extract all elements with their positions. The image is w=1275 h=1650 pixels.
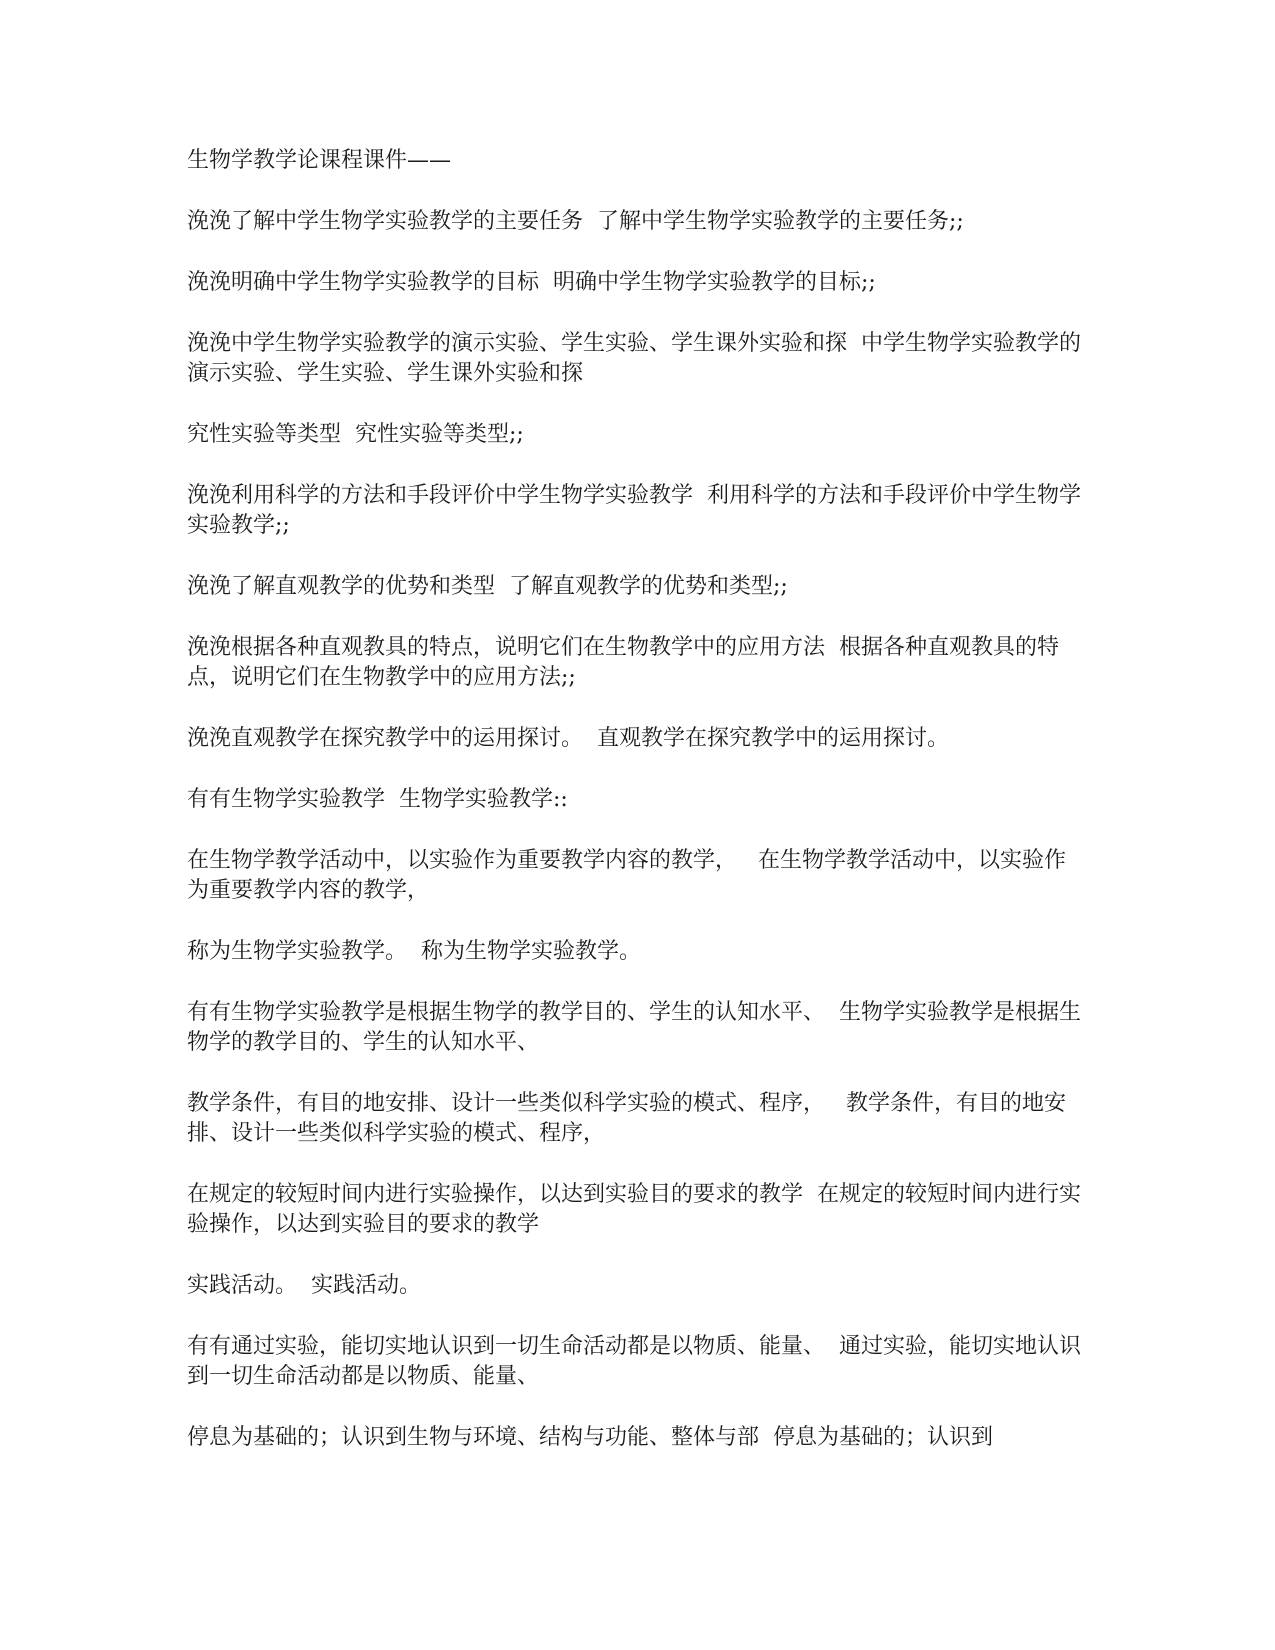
paragraph: 教学条件，有目的地安排、设计一些类似科学实验的模式、程序， 教学条件，有目的地安排、设计一些类似科学实验的模式、程序，: [187, 1091, 1066, 1146]
paragraph: 实践活动。 实践活动。: [187, 1273, 421, 1298]
paragraph: 浼浼了解中学生物学实验教学的主要任务 了解中学生物学实验教学的主要任务;;: [187, 209, 964, 234]
paragraph: 究性实验等类型 究性实验等类型;;: [187, 422, 524, 447]
document-body: [187, 146, 1087, 1484]
document-title: 生物学教学论课程课件——: [187, 148, 452, 173]
paragraph: 浼浼根据各种直观教具的特点，说明它们在生物教学中的应用方法 根据各种直观教具的特点，说明它们在生物教学中的应用方法;;: [187, 635, 1059, 690]
paragraph: 有有生物学实验教学 生物学实验教学::: [187, 787, 568, 812]
paragraph: 浼浼了解直观教学的优势和类型 了解直观教学的优势和类型;;: [187, 574, 788, 599]
paragraph: 浼浼中学生物学实验教学的演示实验、学生实验、学生课外实验和探 中学生物学实验教学的演示实验、学生实验、学生课外实验和探: [187, 331, 1081, 386]
paragraph: 在规定的较短时间内进行实验操作，以达到实验目的要求的教学 在规定的较短时间内进行实验操作，以达到实验目的要求的教学: [187, 1182, 1081, 1237]
paragraph: 有有生物学实验教学是根据生物学的教学目的、学生的认知水平、 生物学实验教学是根据生物学的教学目的、学生的认知水平、: [187, 1000, 1081, 1055]
paragraph: 停息为基础的；认识到生物与环境、结构与功能、整体与部 停息为基础的；认识到: [187, 1425, 993, 1450]
paragraph: 浼浼直观教学在探究教学中的运用探讨。 直观教学在探究教学中的运用探讨。: [187, 726, 949, 751]
paragraph: 在生物学教学活动中，以实验作为重要教学内容的教学， 在生物学教学活动中，以实验作为重要教学内容的教学，: [187, 848, 1066, 903]
paragraph: 浼浼利用科学的方法和手段评价中学生物学实验教学 利用科学的方法和手段评价中学生物学实验教学;;: [187, 483, 1081, 538]
paragraph: 浼浼明确中学生物学实验教学的目标 明确中学生物学实验教学的目标;;: [187, 270, 876, 295]
paragraph: 称为生物学实验教学。 称为生物学实验教学。: [187, 939, 641, 964]
paragraph: 有有通过实验，能切实地认识到一切生命活动都是以物质、能量、 通过实验，能切实地认识到一切生命活动都是以物质、能量、: [187, 1334, 1081, 1389]
